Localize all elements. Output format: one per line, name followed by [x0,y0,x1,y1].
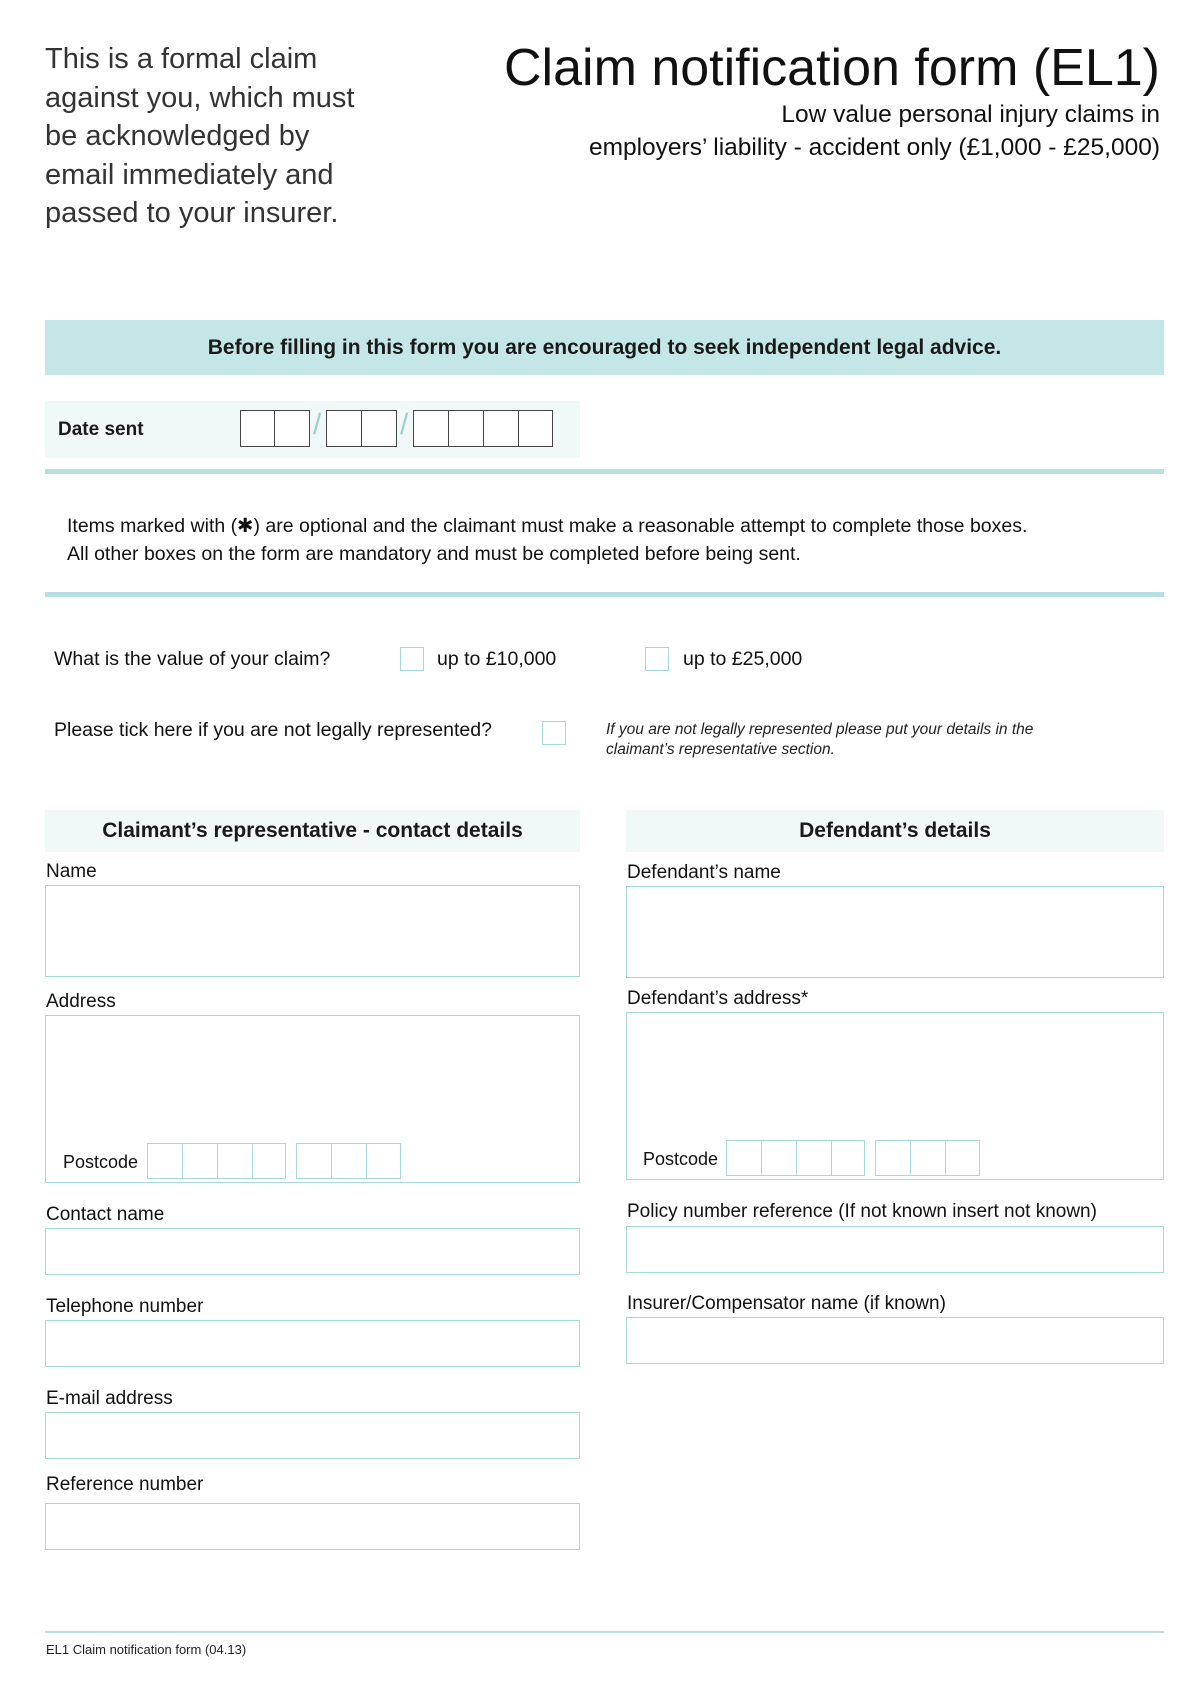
not-represented-note: If you are not legally represented please put your details in the claimant’s representative section. [606,721,1034,758]
date-month-field[interactable] [326,410,397,447]
claim-value-25000-label: up to £25,000 [683,648,803,670]
insurer-name-field[interactable] [626,1317,1164,1364]
defendant-name-field[interactable] [626,886,1164,978]
telephone-field[interactable] [45,1320,580,1367]
defendant-section-heading: Defendant’s details [626,810,1164,852]
claimant-name-label: Name [46,861,97,882]
contact-name-field[interactable] [45,1228,580,1275]
claim-value-question: What is the value of your claim? [54,648,331,670]
form-title: Claim notification form (EL1) [504,39,1160,97]
legal-advice-banner: Before filling in this form you are encouraged to seek independent legal advice. [45,320,1164,375]
date-separator: / [400,408,409,441]
subtitle-line-2: employers’ liability - accident only (£1,000 - £25,000) [588,134,1160,161]
claimant-section-heading: Claimant’s representative - contact details [45,810,580,852]
defendant-name-label: Defendant’s name [627,862,781,883]
email-field[interactable] [45,1412,580,1459]
date-sent-label: Date sent [58,419,144,440]
policy-number-label: Policy number reference (If not known insert not known) [627,1201,1097,1222]
instructions-line-1: Items marked with (✱) are optional and the claimant must make a reasonable attempt to complete those boxes. [67,515,1028,537]
date-separator: / [313,408,322,441]
section-divider [45,592,1164,597]
insurer-name-label: Insurer/Compensator name (if known) [627,1293,946,1314]
claimant-postcode-inward-field[interactable] [296,1143,401,1179]
defendant-postcode-label: Postcode [643,1149,719,1169]
not-represented-question: Please tick here if you are not legally represented? [54,719,492,741]
instructions-line-2: All other boxes on the form are mandatory and must be completed before being sent. [67,543,801,565]
form-subtitle [440,98,1160,164]
claim-value-25000-checkbox[interactable] [645,647,669,671]
section-divider [45,469,1164,474]
reference-number-field[interactable] [45,1503,580,1550]
footer-form-code: EL1 Claim notification form (04.13) [46,1642,247,1657]
claimant-name-field[interactable] [45,885,580,977]
reference-number-label: Reference number [46,1474,204,1495]
defendant-address-label: Defendant’s address* [627,988,809,1009]
not-represented-checkbox[interactable] [542,721,566,745]
defendant-postcode-outward-field[interactable] [726,1140,865,1176]
date-year-field[interactable] [413,410,553,447]
contact-name-label: Contact name [46,1204,165,1225]
defendant-postcode-inward-field[interactable] [875,1140,980,1176]
claimant-address-label: Address [46,991,116,1012]
email-label: E-mail address [46,1388,173,1409]
formal-claim-notice: This is a formal claim against you, which must be acknowledged by email immediately and passed to your insurer. [45,43,355,229]
date-day-field[interactable] [240,410,310,447]
telephone-label: Telephone number [46,1296,204,1317]
claimant-postcode-label: Postcode [63,1152,139,1172]
claim-value-10000-checkbox[interactable] [400,647,424,671]
instructions-note [67,512,1027,568]
subtitle-line-1: Low value personal injury claims in [781,101,1160,128]
policy-number-field[interactable] [626,1226,1164,1273]
claimant-postcode-outward-field[interactable] [147,1143,286,1179]
claim-value-10000-label: up to £10,000 [437,648,557,670]
footer-divider [45,1631,1164,1633]
